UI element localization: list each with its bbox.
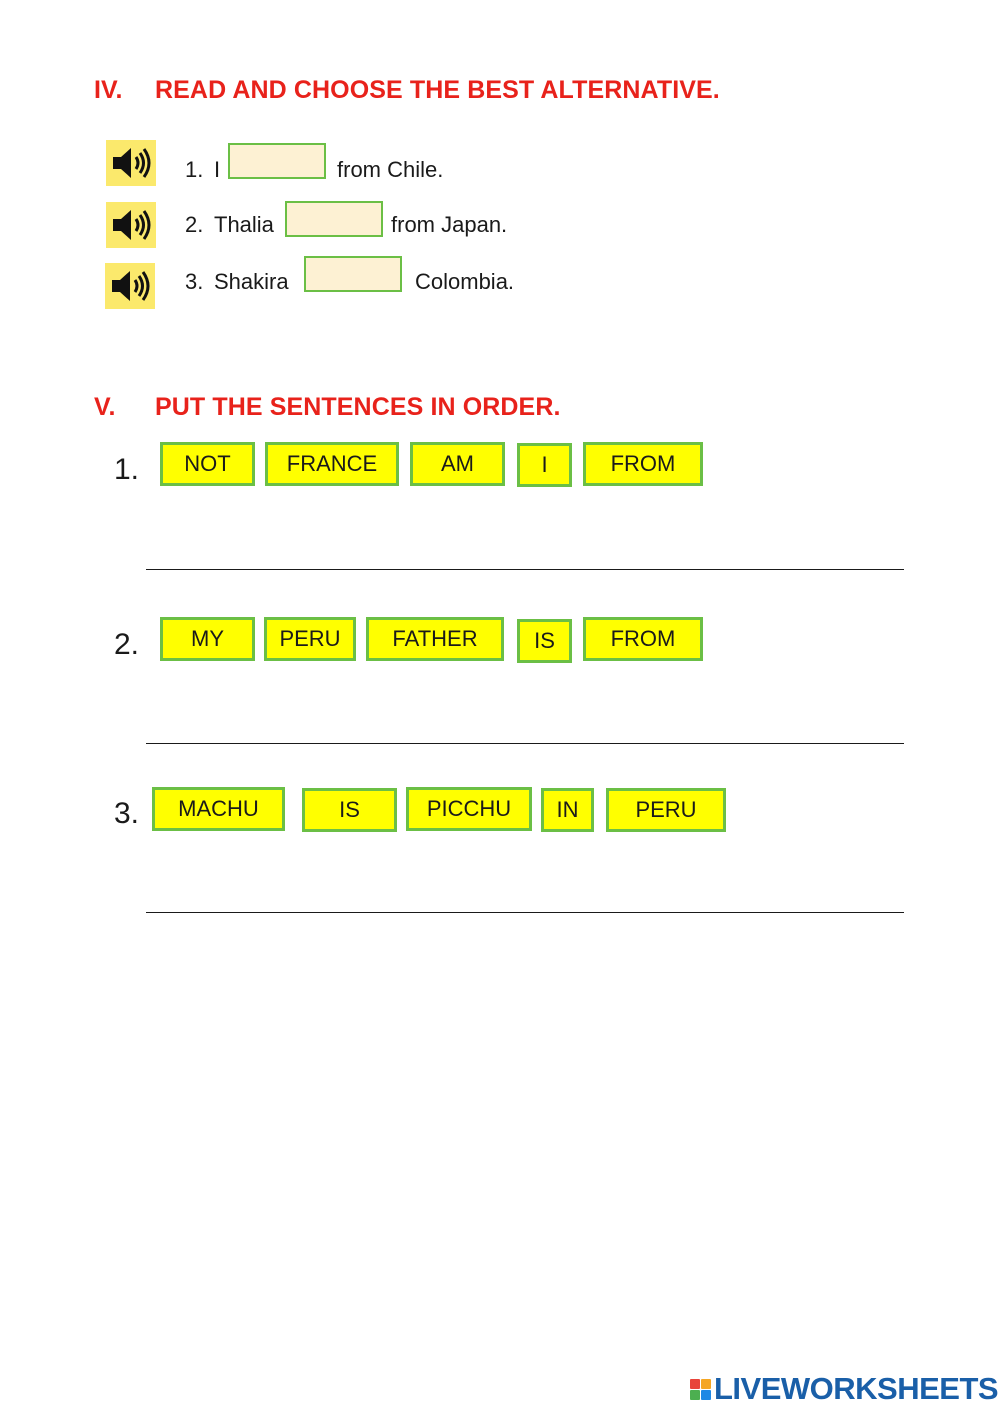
liveworksheets-logo bbox=[690, 1371, 998, 1407]
order-item-1-number: 1. bbox=[114, 453, 140, 486]
answer-line-1[interactable] bbox=[146, 569, 904, 570]
question-3-text-before: Shakira bbox=[214, 269, 289, 294]
section-4-number: IV. bbox=[94, 76, 123, 104]
section-5-number: V. bbox=[94, 393, 116, 421]
word-tile[interactable]: FRANCE bbox=[265, 442, 399, 486]
section-5-title: PUT THE SENTENCES IN ORDER. bbox=[155, 393, 561, 421]
question-3-answer-blank[interactable] bbox=[304, 256, 402, 292]
logo-text: LIVEWORKSHEETS bbox=[714, 1371, 999, 1406]
order-item-2-number: 2. bbox=[114, 628, 140, 661]
word-tile[interactable]: MY bbox=[160, 617, 255, 661]
speaker-icon bbox=[110, 208, 152, 242]
question-3-text-after: Colombia. bbox=[415, 269, 515, 294]
word-tile[interactable]: IS bbox=[517, 619, 572, 663]
audio-button-3[interactable] bbox=[105, 263, 155, 309]
word-tile[interactable]: I bbox=[517, 443, 572, 487]
question-2-answer-blank[interactable] bbox=[285, 201, 383, 237]
word-tile[interactable]: MACHU bbox=[152, 787, 285, 831]
order-item-3-number: 3. bbox=[114, 797, 140, 830]
question-1-text-after: from Chile. bbox=[337, 157, 444, 182]
question-2-text-after: from Japan. bbox=[391, 212, 508, 237]
word-tile[interactable]: FROM bbox=[583, 617, 703, 661]
question-2-number: 2. bbox=[185, 212, 204, 237]
question-1-answer-blank[interactable] bbox=[228, 143, 326, 179]
word-tile[interactable]: PERU bbox=[606, 788, 726, 832]
section-4-title: READ AND CHOOSE THE BEST ALTERNATIVE. bbox=[155, 76, 720, 104]
word-tile[interactable]: AM bbox=[410, 442, 505, 486]
question-2-text-before: Thalia bbox=[214, 212, 274, 237]
logo-tiles-icon bbox=[690, 1379, 711, 1400]
speaker-icon bbox=[109, 269, 151, 303]
word-tile[interactable]: IN bbox=[541, 788, 594, 832]
section-5-heading bbox=[94, 393, 561, 422]
answer-line-2[interactable] bbox=[146, 743, 904, 744]
word-tile[interactable]: FATHER bbox=[366, 617, 504, 661]
question-1-number: 1. bbox=[185, 157, 204, 182]
question-3-number: 3. bbox=[185, 269, 204, 294]
word-tile[interactable]: FROM bbox=[583, 442, 703, 486]
question-1-text-before: I bbox=[214, 157, 221, 182]
audio-button-1[interactable] bbox=[106, 140, 156, 186]
section-4-heading bbox=[94, 76, 720, 105]
answer-line-3[interactable] bbox=[146, 912, 904, 913]
word-tile[interactable]: NOT bbox=[160, 442, 255, 486]
speaker-icon bbox=[110, 146, 152, 180]
word-tile[interactable]: PERU bbox=[264, 617, 356, 661]
word-tile[interactable]: PICCHU bbox=[406, 787, 532, 831]
audio-button-2[interactable] bbox=[106, 202, 156, 248]
word-tile[interactable]: IS bbox=[302, 788, 397, 832]
